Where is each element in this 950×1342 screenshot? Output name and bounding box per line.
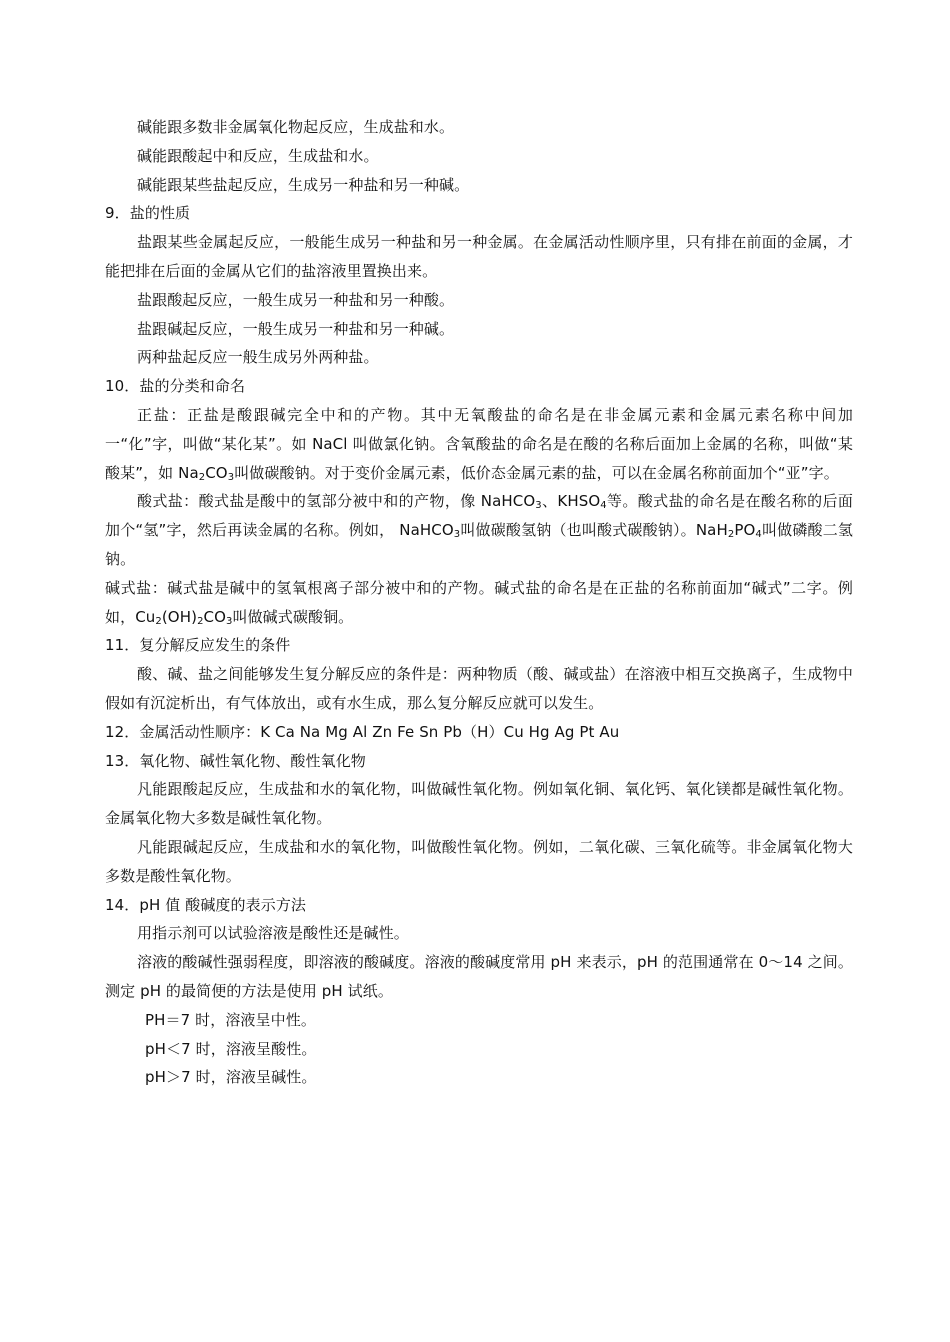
text-segment: PO (734, 521, 756, 540)
paragraph-salt-salt: 两种盐起反应一般生成另外两种盐。 (137, 348, 379, 367)
subscript: 4 (600, 500, 607, 512)
paragraph-base-nonmetal-oxide: 碱能跟多数非金属氧化物起反应，生成盐和水。 (137, 118, 455, 136)
paragraph-acid-salt (105, 487, 853, 573)
subscript: 3 (227, 471, 235, 483)
document-body (105, 113, 853, 1092)
ph-acidic-line: pH＜7 时，溶液呈酸性。 (145, 1039, 317, 1058)
heading-13: 13．氧化物、碱性氧化物、酸性氧化物 (105, 751, 366, 770)
paragraph-salt-acid: 盐跟酸起反应，一般生成另一种盐和另一种酸。 (137, 290, 455, 309)
subscript: 2 (198, 471, 206, 483)
heading-12-activity-series: 12．金属活动性顺序：K Ca Na Mg Al Zn Fe Sn Pb（H）Cu Hg Ag Pt Au (105, 722, 620, 741)
text-segment: (OH) (161, 607, 198, 626)
heading-14: 14．pH 值 酸碱度的表示方法 (105, 895, 307, 914)
text-segment: 等。酸式盐的命名是在酸名称的后面加个“氢”字，然后再读金属的名称。例如， NaHCO (105, 492, 853, 540)
text-segment: CO (205, 463, 228, 482)
ph-basic-line: pH＞7 时，溶液呈碱性。 (145, 1068, 317, 1087)
subscript: 3 (453, 529, 461, 541)
paragraph-indicator: 用指示剂可以试验溶液是酸性还是碱性。 (137, 924, 409, 943)
paragraph-basic-salt (105, 574, 853, 632)
subscript: 2 (727, 529, 735, 541)
text-segment: 叫做碱式碳酸铜。 (232, 607, 354, 626)
text-segment: 叫做碳酸氢钠（也叫酸式碳酸钠）。NaH (460, 521, 728, 540)
subscript: 4 (755, 529, 762, 541)
paragraph-acidic-oxide: 凡能跟碱起反应，生成盐和水的氧化物，叫做酸性氧化物。例如，二氧化碳、三氧化硫等。非金属氧化物大多数是酸性氧化物。 (105, 837, 853, 885)
text-segment: 叫做磷酸二氢钠。 (105, 521, 853, 568)
paragraph-basic-oxide: 凡能跟酸起反应，生成盐和水的氧化物，叫做碱性氧化物。例如氧化铜、氧化钙、氧化镁都是碱性氧化物。金属氧化物大多数是碱性氧化物。 (105, 780, 853, 828)
heading-11: 11．复分解反应发生的条件 (105, 636, 291, 655)
subscript: 3 (535, 500, 542, 512)
subscript: 3 (226, 615, 233, 627)
heading-10: 10．盐的分类和命名 (105, 377, 246, 396)
ph-neutral-line: PH＝7 时，溶液呈中性。 (145, 1010, 316, 1029)
text-segment: 正盐：正盐是酸跟碱完全中和的产物。其中无氧酸盐的命名是在非金属元素和金属元素名称中间加一“化”字，叫做“某化某”。如 NaCl 叫做氯化钠。含氧酸盐的命名是在酸的名称后面加上金属的名称，叫做“某酸某”，如 Na (105, 405, 853, 482)
paragraph-ph-range: 溶液的酸碱性强弱程度，即溶液的酸碱度。溶液的酸碱度常用 pH 来表示，pH 的范围通常在 0～14 之间。测定 pH 的最简便的方法是使用 pH 试纸。 (105, 953, 853, 1000)
text-segment: 碱式盐：碱式盐是碱中的氢氧根离子部分被中和的产物。碱式盐的命名是在正盐的名称前面加“碱式”二字。例如，Cu (105, 578, 853, 626)
paragraph-normal-salt (105, 401, 853, 487)
subscript: 2 (197, 615, 204, 627)
text-segment: 酸式盐：酸式盐是酸中的氢部分被中和的产物，像 NaHCO (137, 492, 536, 511)
subscript: 2 (155, 615, 162, 627)
paragraph-double-decomposition: 酸、碱、盐之间能够发生复分解反应的条件是：两种物质（酸、碱或盐）在溶液中相互交换离子，生成物中假如有沉淀析出，有气体放出，或有水生成，那么复分解反应就可以发生。 (105, 665, 853, 712)
paragraph-base-salt: 碱能跟某些盐起反应，生成另一种盐和另一种碱。 (137, 175, 470, 194)
text-segment: 、KHSO (541, 492, 601, 511)
text-segment: 叫做碳酸钠。对于变价金属元素，低价态金属元素的盐，可以在金属名称前面加个“亚”字。 (234, 463, 839, 482)
paragraph-salt-metal: 盐跟某些金属起反应，一般能生成另一种盐和另一种金属。在金属活动性顺序里，只有排在前面的金属，才能把排在后面的金属从它们的盐溶液里置换出来。 (105, 233, 853, 280)
heading-9: 9．盐的性质 (105, 204, 191, 223)
paragraph-base-acid: 碱能跟酸起中和反应，生成盐和水。 (137, 146, 379, 165)
text-segment: CO (203, 607, 227, 626)
paragraph-salt-base: 盐跟碱起反应，一般生成另一种盐和另一种碱。 (137, 319, 455, 338)
